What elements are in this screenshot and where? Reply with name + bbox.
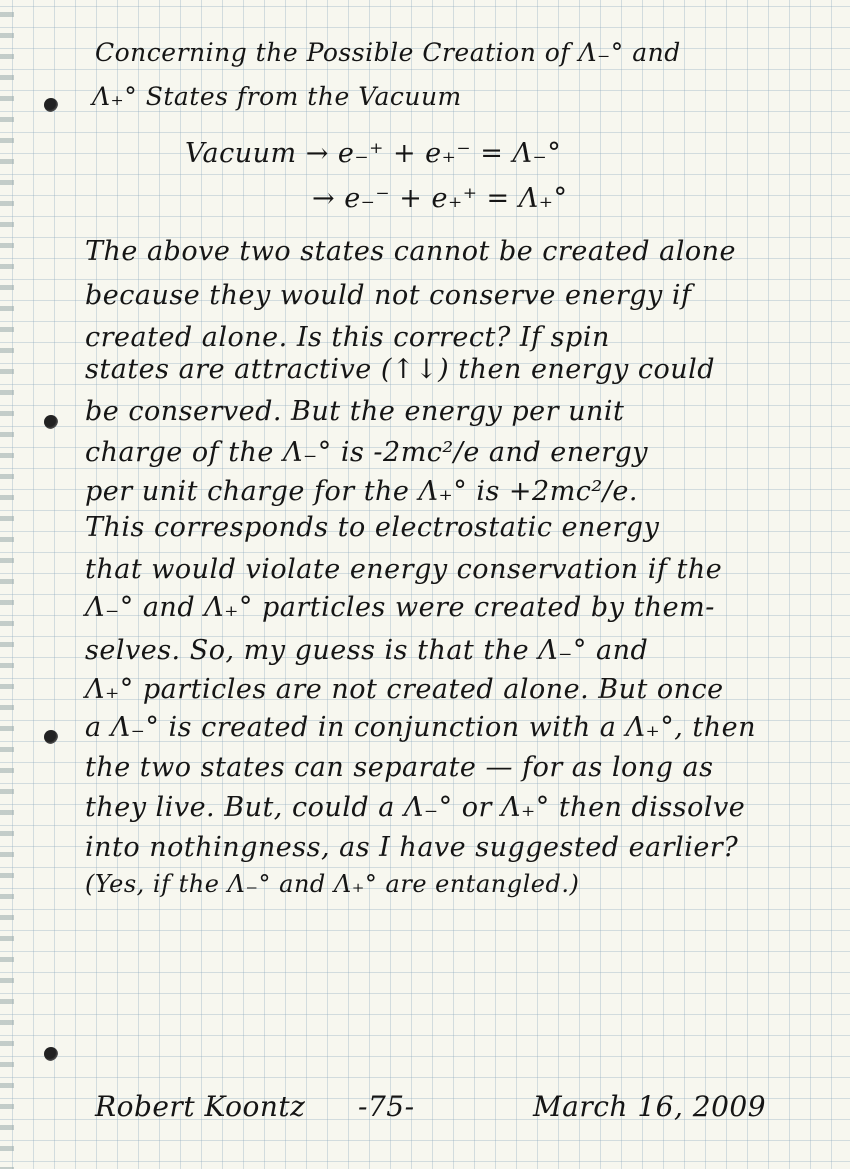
punch-hole (44, 1047, 58, 1061)
body-line: charge of the Λ₋° is -2mc²/e and energy (85, 437, 649, 468)
punch-hole (44, 98, 58, 112)
body-line: into nothingness, as I have suggested earlier? (85, 832, 739, 863)
body-line: Λ₊° particles are not created alone. But once (85, 674, 724, 705)
body-line: a Λ₋° is created in conjunction with a Λ₊°, then (85, 712, 757, 743)
punch-hole (44, 415, 58, 429)
body-line: created alone. Is this correct? If spin (85, 322, 610, 353)
spiral-binding (0, 0, 14, 1169)
page-title-line-1: Concerning the Possible Creation of Λ₋° and (95, 38, 681, 67)
body-line: This corresponds to electrostatic energy (85, 512, 660, 543)
body-line: (Yes, if the Λ₋° and Λ₊° are entangled.) (85, 870, 580, 898)
body-line: selves. So, my guess is that the Λ₋° and (85, 635, 649, 666)
equation-2: → e₋⁻ + e₊⁺ = Λ₊° (312, 183, 568, 214)
body-line: be conserved. But the energy per unit (85, 396, 625, 427)
body-line: because they would not conserve energy if (85, 280, 692, 311)
body-line: states are attractive (↑↓) then energy could (85, 354, 716, 385)
date: March 16, 2009 (533, 1090, 767, 1123)
page-title-line-2: Λ₊° States from the Vacuum (92, 82, 462, 111)
body-line: that would violate energy conservation if the (85, 554, 723, 585)
author-signature: Robert Koontz (95, 1090, 306, 1123)
body-line: The above two states cannot be created alone (85, 236, 736, 267)
punch-hole (44, 730, 58, 744)
body-line: they live. But, could a Λ₋° or Λ₊° then dissolve (85, 792, 746, 823)
equation-1: Vacuum → e₋⁺ + e₊⁻ = Λ₋° (185, 138, 562, 169)
body-line: Λ₋° and Λ₊° particles were created by them- (85, 592, 715, 623)
page-number: -75- (358, 1090, 415, 1123)
body-line: the two states can separate — for as long as (85, 752, 714, 783)
body-line: per unit charge for the Λ₊° is +2mc²/e. (85, 476, 638, 507)
